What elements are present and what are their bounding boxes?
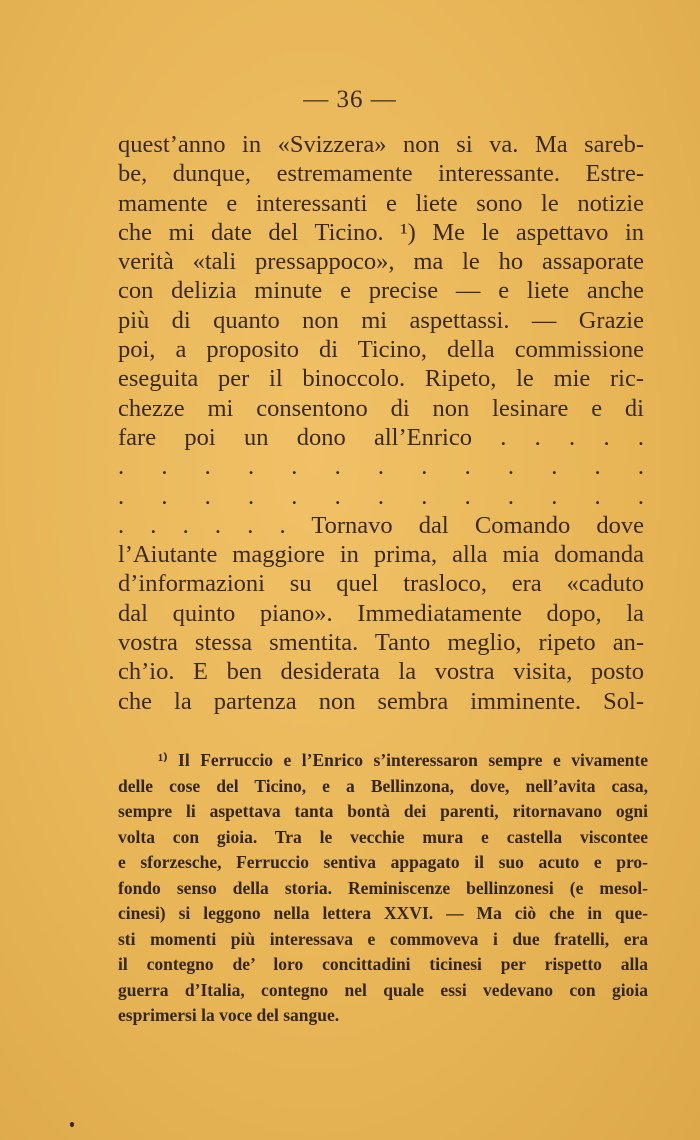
text-line: che la partenza non sembra imminente. Sol- [118, 687, 644, 715]
text-line: ch’io. E ben desiderata la vostra visita, posto [118, 658, 644, 686]
text-line: verità «tali pressappoco», ma le ho assaporate [118, 248, 644, 276]
footnote-line: e sforzesche, Ferruccio sentiva appagato il suo acuto e pro- [118, 852, 648, 872]
body-text [118, 130, 644, 716]
page-number: — 36 — [303, 86, 397, 113]
ink-speck [70, 1122, 74, 1127]
footnote-line: volta con gioia. Tra le vecchie mura e castella viscontee [118, 826, 648, 847]
ellipsis-line: . . . . . . . . . . . . . [118, 482, 644, 510]
text-line: dal quinto piano». Immediatamente dopo, la [118, 599, 644, 627]
footnote-line: ¹⁾ Il Ferruccio e l’Enrico s’interessaron sempre e vivamente [158, 750, 648, 770]
text-line: l’Aiutante maggiore in prima, alla mia domanda [118, 541, 644, 569]
text-line: vostra stessa smentita. Tanto meglio, ripeto an- [118, 629, 644, 657]
text-line: mamente e interessanti e liete sono le notizie [118, 189, 644, 217]
text-line: chezze mi consentono di non lesinare e di [118, 394, 644, 422]
text-line: . . . . . . Tornavo dal Comando dove [118, 511, 644, 539]
text-line: più di quanto non mi aspettassi. — Grazie [118, 306, 644, 334]
text-line: be, dunque, estremamente interessante. Estre- [118, 160, 644, 188]
text-line: d’informazioni su quel trasloco, era «caduto [118, 570, 644, 598]
text-line: eseguita per il binoccolo. Ripeto, le mie ric- [118, 365, 644, 393]
footnote-line: esprimersi la voce del sangue. [118, 1005, 340, 1025]
text-line: fare poi un dono all’Enrico . . . . . [118, 423, 644, 451]
footnote-line: guerra d’Italia, contegno nel quale essi vedevano con gioia [118, 979, 648, 1000]
footnote-line: cinesi) si leggono nella lettera XXVI. — Ma ciò che in que- [118, 903, 648, 923]
text-line: quest’anno in «Svizzera» non si va. Ma sareb- [118, 131, 644, 158]
text-line: con delizia minute e precise — e liete anche [118, 277, 644, 305]
footnote-line: il contegno de’ loro concittadini ticinesi per rispetto alla [118, 954, 648, 974]
footnote-line: sempre li aspettava tanta bontà dei parenti, ritornavano ogni [118, 801, 648, 821]
text-line: poi, a proposito di Ticino, della commissione [118, 336, 644, 364]
footnote-line: delle cose del Ticino, e a Bellinzona, dove, nell’avita casa, [118, 775, 648, 796]
footnote [118, 748, 648, 1029]
footnote-line: sti momenti più interessava e commoveva i due fratelli, era [118, 928, 648, 949]
ellipsis-line: . . . . . . . . . . . . . [118, 453, 644, 481]
footnote-line: fondo senso della storia. Reminiscenze bellinzonesi (e mesol- [118, 877, 648, 898]
text-line: che mi date del Ticino. ¹) Me le aspettavo in [118, 218, 644, 246]
